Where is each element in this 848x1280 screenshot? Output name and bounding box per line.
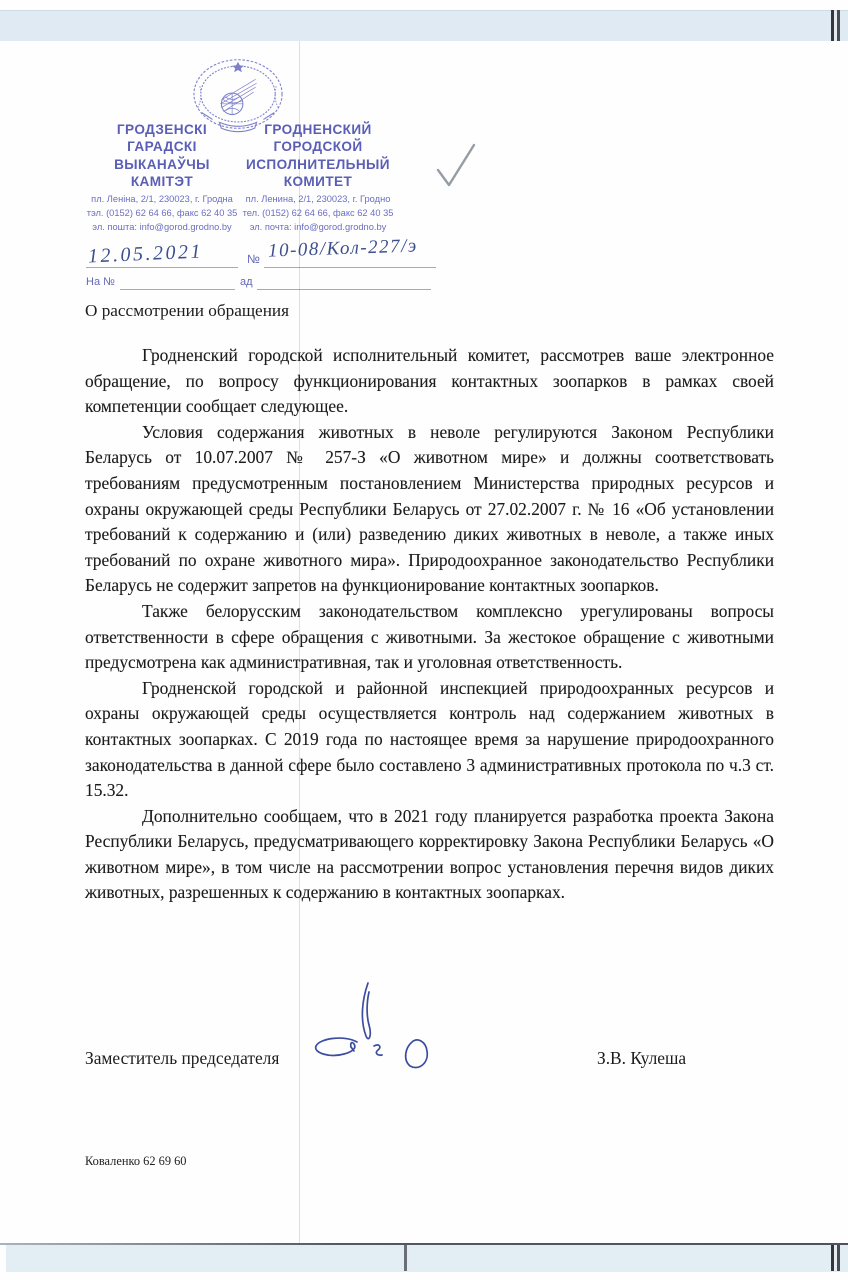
org-name-ru-line: ИСПОЛНИТЕЛЬНЫЙ (246, 156, 390, 172)
reply-to-label: На № (86, 276, 115, 288)
paragraph: Дополнительно сообщаем, что в 2021 году планируется разработка проекта Закона Республики Беларусь, предусматривающего корректировку Закона Республики Беларусь «О животном мире», в том числе на рассмотрении вопрос установления перечня видов диких животных, разрешенных к содержанию в контактных зоопарках. (85, 805, 774, 903)
number-underline (264, 267, 436, 268)
fold-mark (404, 1245, 407, 1271)
checkmark-icon (435, 142, 477, 192)
org-name-be-line: ГРОДЗЕНСКІ (116, 122, 208, 137)
scan-edge-line (831, 1245, 834, 1271)
org-email-ru: эл. почта: info@gorod.grodno.by (249, 221, 387, 232)
reply-to-underline (120, 289, 235, 290)
org-address-ru: пл. Ленина, 2/1, 230023, г. Гродно (245, 194, 391, 205)
subject-line: О рассмотрении обращения (85, 301, 289, 320)
org-name-be-line: ГАРАДСКІ (127, 139, 197, 155)
org-name-ru-line: ГОРОДСКОЙ (273, 139, 363, 155)
org-name-be-line: ВЫКАНАЎЧЫ (114, 156, 210, 172)
executor-note: Коваленко 62 69 60 (85, 1154, 187, 1168)
date-underline (86, 267, 238, 268)
letterhead-belarusian-column (84, 121, 240, 235)
org-address-be: пл. Леніна, 2/1, 230023, г. Гродна (91, 194, 233, 205)
scanner-band-top (0, 10, 848, 41)
paragraph: Условия содержания животных в неволе регулируются Законом Республики Беларусь от 10.07.2007 № 257-З «О животном мире» и должны соответствовать требованиям предусмотренным постановлением Министерства природных ресурсов и охраны окружающей среды Республики Беларусь от 27.02.2007 г. № 16 «Об установлении требований к содержанию и (или) разведению диких животных в неволе, а также иных требований по охране животного мира». Природоохранное законодательство Республики Беларусь не содержит запретов на функционирование контактных зоопарков. (85, 421, 774, 596)
org-phone-be: тэл. (0152) 62 64 66, факс 62 40 35 (86, 207, 238, 218)
org-name-be-line: КАМІТЭТ (130, 173, 194, 189)
handwritten-signature (300, 980, 450, 1082)
org-phone-ru: тел. (0152) 62 64 66, факс 62 40 35 (242, 207, 394, 218)
handwritten-reference-number: 10-08/Кол-227/э (267, 235, 419, 262)
handwritten-date: 12.05.2021 (87, 240, 204, 268)
reply-from-underline (257, 289, 431, 290)
paragraph: Гродненский городской исполнительный комитет, рассмотрев ваше электронное обращение, по вопросу функционирования контактных зоопарков в рамках своей компетенции сообщает следующее. (85, 345, 774, 417)
scan-edge-line (837, 1245, 840, 1271)
paragraph: Гродненской городской и районной инспекцией природоохранных ресурсов и охраны окружающей среды осуществляется контроль над содержанием животных в контактных зоопарках. С 2019 года по настоящее время за нарушение природоохранного законодательства в данной сфере было составлено 3 административных протокола по ч.3 ст. 15.32. (85, 677, 774, 801)
letter-body (85, 343, 774, 906)
letterhead-russian-column (238, 121, 398, 235)
org-name-ru-line: ГРОДНЕНСКИЙ (264, 122, 372, 137)
signer-position: Заместитель председателя (85, 1048, 280, 1068)
number-label: № (247, 252, 260, 266)
signer-name: З.В. Кулеша (597, 1048, 687, 1068)
scan-edge-line (831, 10, 834, 41)
reply-from-label: ад (240, 276, 253, 288)
scan-edge-line (837, 10, 840, 41)
org-name-ru-line: КОМИТЕТ (283, 173, 353, 189)
scanner-band-bottom (6, 1245, 848, 1272)
paragraph: Также белорусским законодательством комплексно урегулированы вопросы ответственности в сфере обращения с животными. За жестокое обращение с животными предусмотрена как административная, так и уголовная ответственность. (85, 600, 774, 673)
org-email-be: эл. пошта: info@gorod.grodno.by (92, 221, 232, 232)
